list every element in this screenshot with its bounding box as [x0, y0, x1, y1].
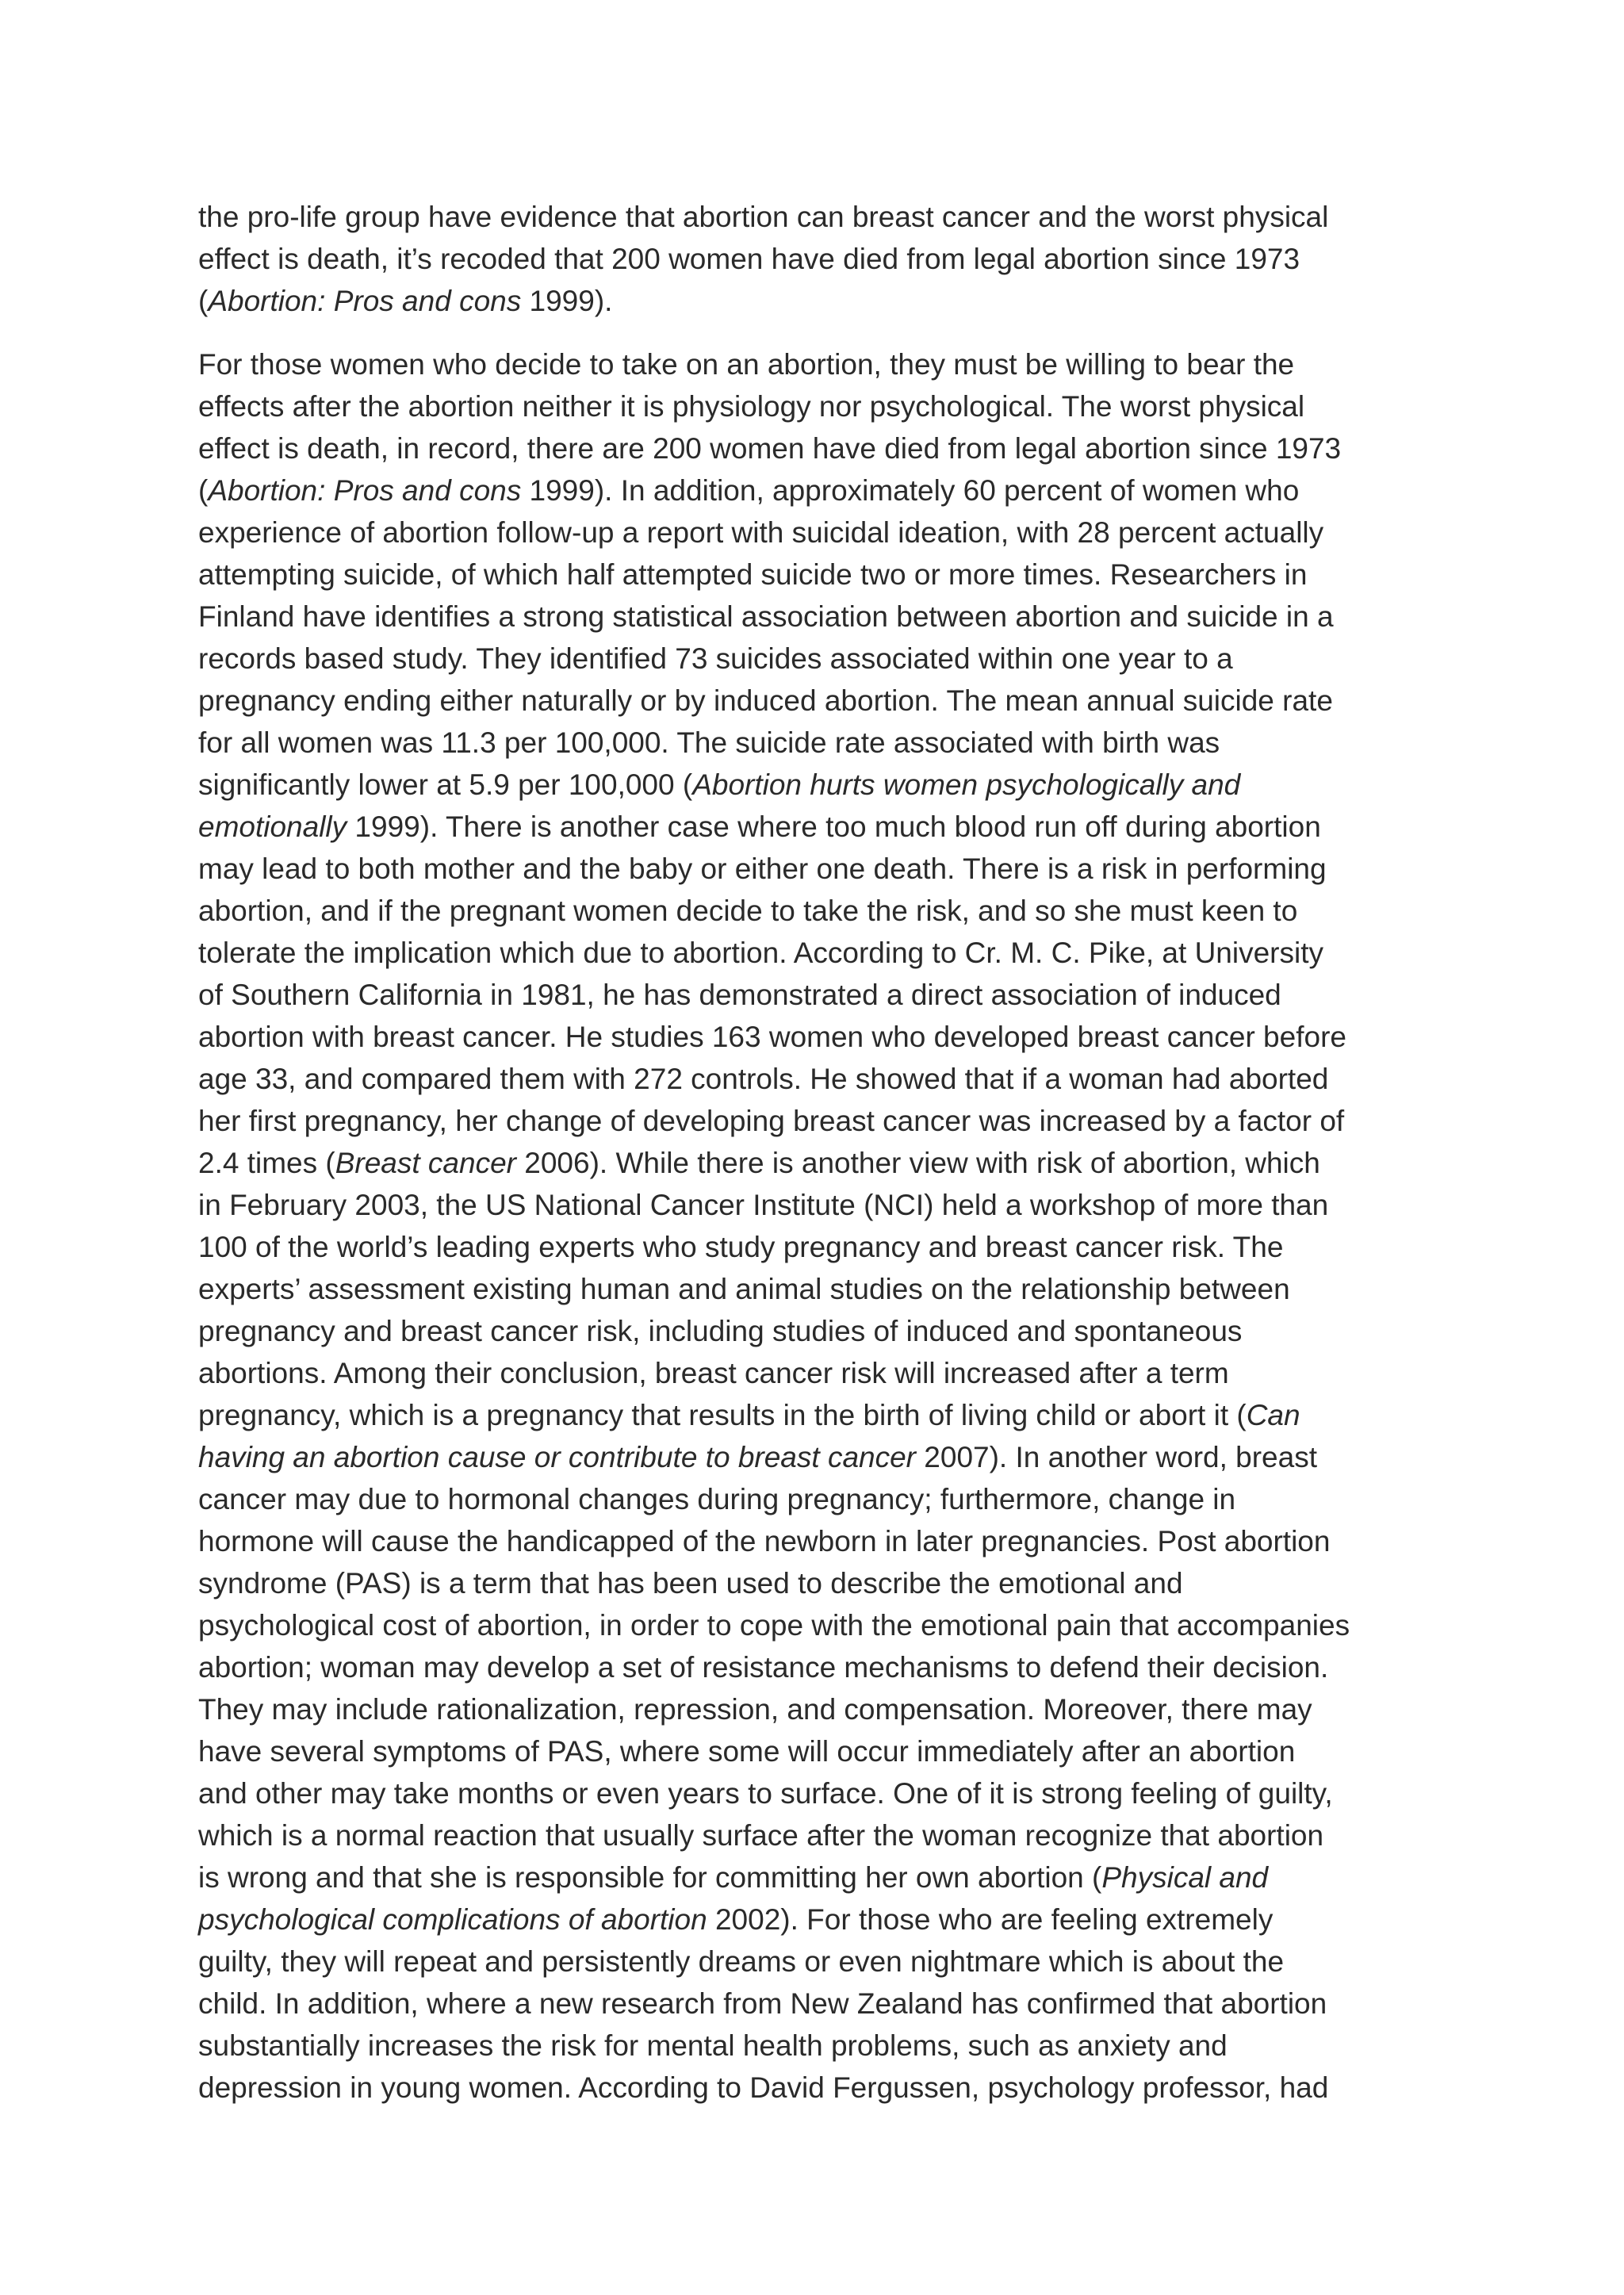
text-run: 2007). In another word, breast cancer may due to hormonal changes during pregnancy; furthermore, change in hormone will cause the handicapped of the newborn in later pregnancies. Post abortion syndrome (PAS) is a term that has been used to describe the emotional and psychological cost of abortion, in order to cope with the emotional pain that accompanies abortion; woman may develop a set of resistance mechanisms to defend their decision. They may include rationalization, repression, and compensation. Moreover, there may have several symptoms of PAS, where some will occur immediately after an abortion and other may take months or even years to surface. One of it is strong feeling of guilty, which is a normal reaction that usually surface after the woman recognize that abortion is wrong and that she is responsible for committing her own abortion (: [198, 1441, 1350, 1894]
text-run: 1999). There is another case where too much blood run off during abortion may lead to both mother and the baby or either one death. There is a risk in performing abortion, and if the pregnant women decide to take the risk, and so she must keen to tolerate the implication which due to abortion. According to Cr. M. C. Pike, at University of Southern California in 1981, he has demonstrated a direct association of induced abortion with breast cancer. He studies 163 women who developed breast cancer before age 33, and compared them with 272 controls. He showed that if a woman had aborted her first pregnancy, her change of developing breast cancer was increased by a factor of 2.4 times (: [198, 810, 1346, 1179]
text-run: the pro-life group have evidence that abortion can breast cancer and the worst physical effect is death, it’s recoded that 200 women have died from legal abortion since 1973 (: [198, 201, 1329, 317]
text-run: 2002). For those who are feeling extremely guilty, they will repeat and persistently dreams or even nightmare which is about the child. In addition, where a new research from New Zealand has confirmed that abortion substantially increases the risk for mental health problems, such as anxiety and depression in young women. According to David Fergussen, psychology professor, had: [198, 1903, 1329, 2104]
citation-title: Abortion: Pros and cons: [208, 285, 522, 317]
citation-title: Can having an abortion cause or contribute to breast cancer: [198, 1399, 1300, 1473]
citation-title: Physical and psychological complications of abortion: [198, 1861, 1269, 1936]
text-run: 1999). In addition, approximately 60 percent of women who experience of abortion follow-up a report with suicidal ideation, with 28 percent actually attempting suicide, of which half attempted suicide two or more times. Researchers in Finland have identifies a strong statistical association between abortion and suicide in a records based study. They identified 73 suicides associated within one year to a pregnancy ending either naturally or by induced abortion. The mean annual suicide rate for all women was 11.3 per 100,000. The suicide rate associated with birth was significantly lower at 5.9 per 100,000 (: [198, 474, 1334, 801]
body-text: [198, 196, 1435, 2109]
text-run: For those women who decide to take on an abortion, they must be willing to bear the effects after the abortion neither it is physiology nor psychological. The worst physical effect is death, in record, there are 200 women have died from legal abortion since 1973 (: [198, 348, 1342, 507]
paragraph-2: [198, 343, 1435, 2109]
paragraph-1: [198, 196, 1435, 322]
citation-title: Abortion hurts women psychologically and emotionally: [198, 768, 1241, 843]
text-run: 2006). While there is another view with risk of abortion, which in February 2003, the US National Cancer Institute (NCI) held a workshop of more than 100 of the world’s leading experts who study pregnancy and breast cancer risk. The experts’ assessment existing human and animal studies on the relationship between pregnancy and breast cancer risk, including studies of induced and spontaneous abortions. Among their conclusion, breast cancer risk will increased after a term pregnancy, which is a pregnancy that results in the birth of living child or abort it (: [198, 1147, 1329, 1431]
text-run: 1999).: [521, 285, 613, 317]
citation-title: Abortion: Pros and cons: [208, 474, 522, 507]
citation-title: Breast cancer: [335, 1147, 516, 1179]
